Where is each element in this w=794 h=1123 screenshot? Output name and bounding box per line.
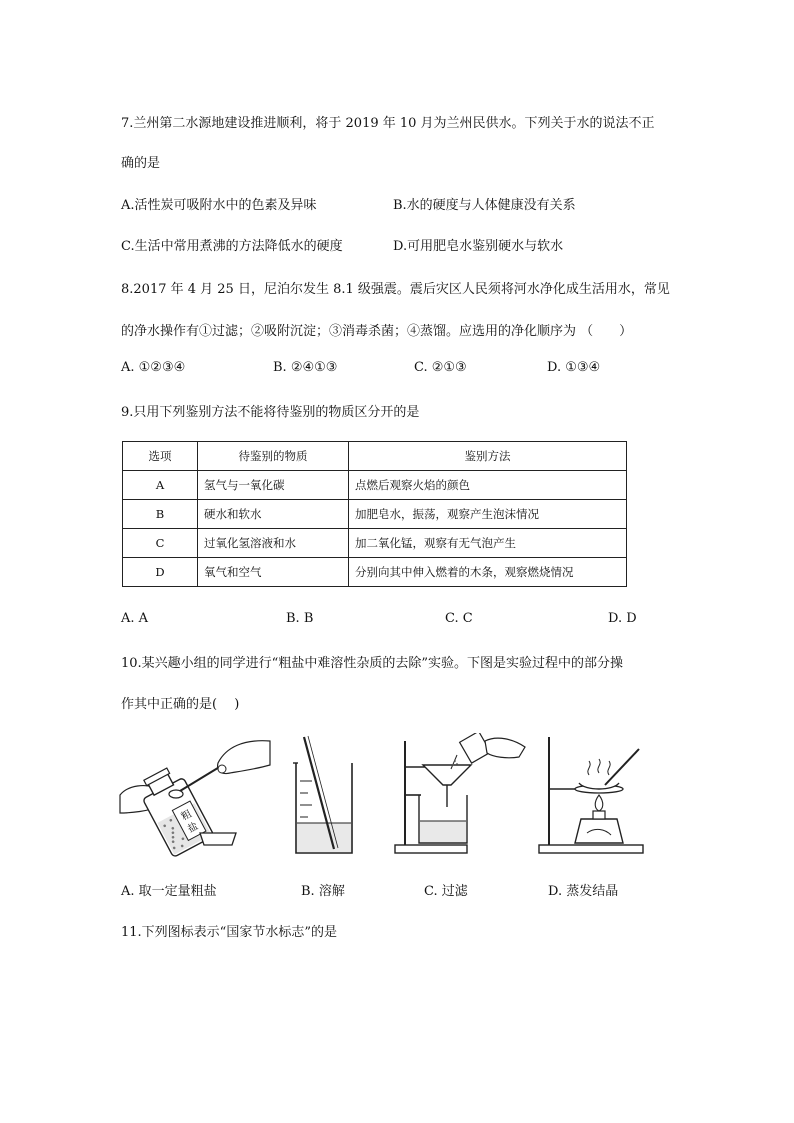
q10-caption-d: D. 蒸发结晶 <box>548 884 619 899</box>
bottle-label-text: 盐 <box>186 821 201 836</box>
q10-caption-a: A. 取一定量粗盐 <box>121 884 217 899</box>
table-header-row <box>123 442 627 471</box>
figure-evaporate <box>535 733 650 858</box>
table-cell: B <box>123 500 198 529</box>
figure-take-salt <box>118 733 278 858</box>
q10-stem-line2: 作其中正确的是( ) <box>121 697 240 712</box>
q7-stem-line1: 7.兰州第二水源地建设推进顺利，将于 2019 年 10 月为兰州民供水。下列关于水的说法不正 <box>121 116 655 131</box>
q9-stem: 9.只用下列鉴别方法不能将待鉴别的物质区分开的是 <box>121 405 420 420</box>
table-cell: 氢气与一氧化碳 <box>198 471 349 500</box>
q7-option-a: A.活性炭可吸附水中的色素及异味 <box>121 198 317 213</box>
table-cell: 点燃后观察火焰的颜色 <box>349 471 627 500</box>
evaporation-illustration <box>535 733 650 858</box>
table-header-cell: 鉴别方法 <box>349 442 627 471</box>
beaker-stirring-illustration <box>290 733 360 858</box>
q8-option-d: D. ①③④ <box>547 360 601 375</box>
q7-option-b: B.水的硬度与人体健康没有关系 <box>393 198 576 213</box>
table-cell: C <box>123 529 198 558</box>
filtration-illustration <box>393 733 533 858</box>
q9-option-b: B. B <box>286 611 314 626</box>
table-cell: A <box>123 471 198 500</box>
q9-option-a: A. A <box>121 611 149 626</box>
q9-option-c: C. C <box>445 611 473 626</box>
q10-caption-b: B. 溶解 <box>301 884 345 899</box>
table-cell: 硬水和软水 <box>198 500 349 529</box>
table-cell: D <box>123 558 198 587</box>
q8-stem-line2: 的净水操作有①过滤；②吸附沉淀；③消毒杀菌；④蒸馏。应选用的净化顺序为 （ ） <box>121 324 633 339</box>
q8-option-b: B. ②④①③ <box>273 360 338 375</box>
table-row <box>123 529 627 558</box>
q11-stem: 11.下列图标表示“国家节水标志”的是 <box>121 925 337 940</box>
q9-table <box>122 441 627 587</box>
table-cell: 过氧化氢溶液和水 <box>198 529 349 558</box>
table-cell: 氧气和空气 <box>198 558 349 587</box>
q9-option-d: D. D <box>608 611 637 626</box>
table-row <box>123 471 627 500</box>
q7-option-c: C.生活中常用煮沸的方法降低水的硬度 <box>121 239 343 254</box>
take-salt-illustration <box>118 733 278 858</box>
bottle-label-text: 粗 <box>179 808 194 824</box>
table-header-cell: 待鉴别的物质 <box>198 442 349 471</box>
table-header-cell: 选项 <box>123 442 198 471</box>
q7-option-d: D.可用肥皂水鉴别硬水与软水 <box>393 239 564 254</box>
table-row <box>123 500 627 529</box>
q7-stem-line2: 确的是 <box>121 156 161 171</box>
q8-option-c: C. ②①③ <box>414 360 467 375</box>
q10-stem-line1: 10.某兴趣小组的同学进行“粗盐中难溶性杂质的去除”实验。下图是实验过程中的部分操 <box>121 656 623 671</box>
table-row <box>123 558 627 587</box>
table-cell: 加肥皂水，振荡，观察产生泡沫情况 <box>349 500 627 529</box>
table-cell: 加二氧化锰，观察有无气泡产生 <box>349 529 627 558</box>
figure-dissolve <box>290 733 360 858</box>
table-cell: 分别向其中伸入燃着的木条，观察燃烧情况 <box>349 558 627 587</box>
figure-filter <box>393 733 533 858</box>
q10-caption-c: C. 过滤 <box>424 884 468 899</box>
q8-stem-line1: 8.2017 年 4 月 25 日，尼泊尔发生 8.1 级强震。震后灾区人民须将河水净化成生活用水，常见 <box>121 282 670 297</box>
q8-option-a: A. ①②③④ <box>121 360 186 375</box>
